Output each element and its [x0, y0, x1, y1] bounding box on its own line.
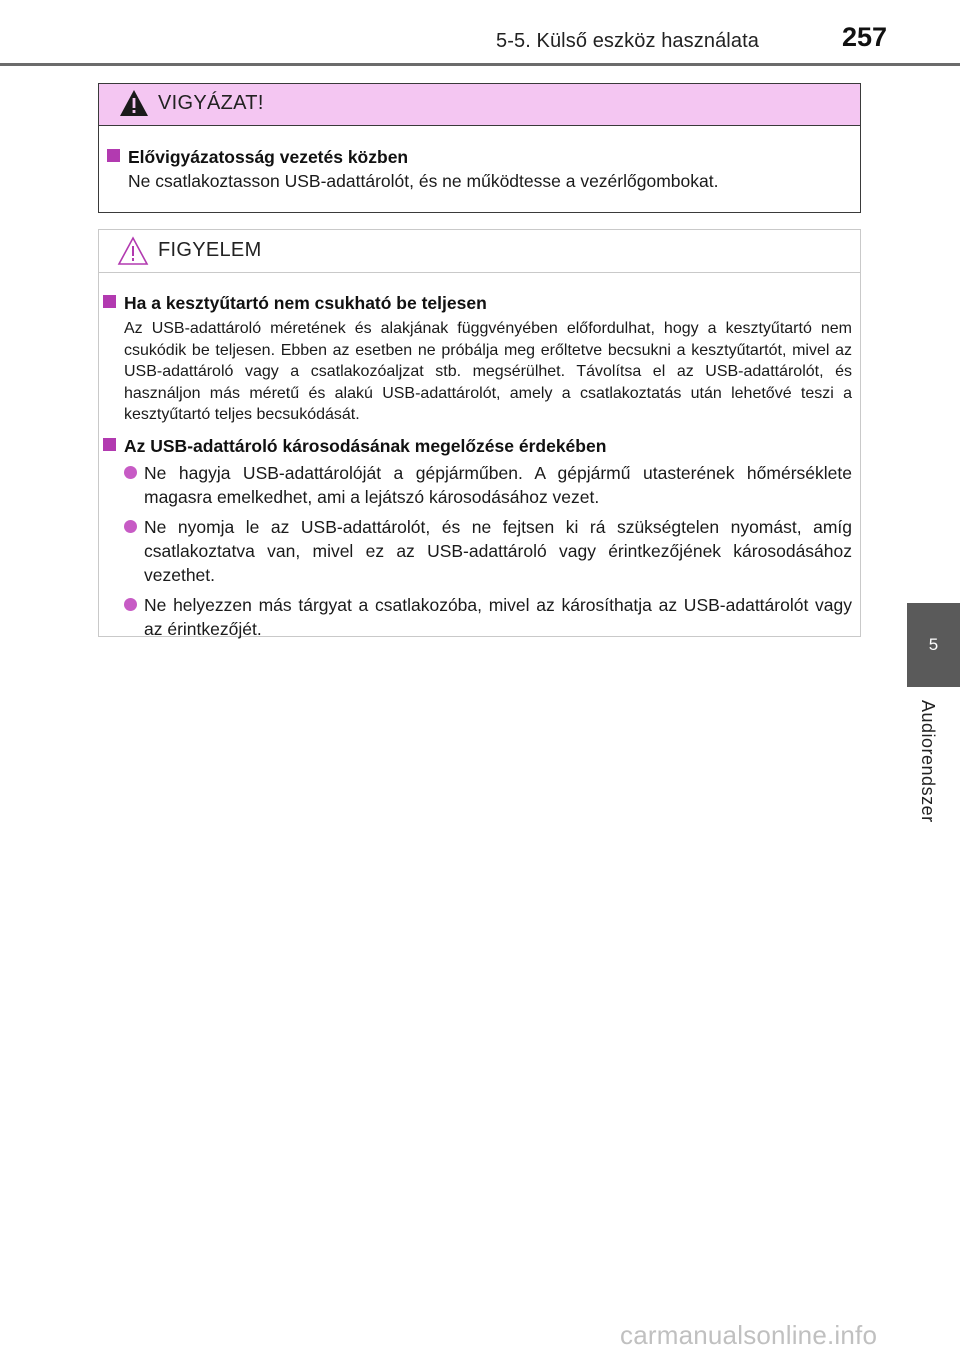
circle-bullet-icon: [124, 520, 137, 533]
notice-section1-heading-text: Ha a kesztyűtartó nem csukható be teljesen: [124, 293, 487, 313]
list-item-text: Ne nyomja le az USB-adattárolót, és ne fejtsen ki rá szükségtelen nyomást, amíg csatlakoztatva van, mivel ez az USB-adattároló vagy érintkezőjének károsodásához vezethet.: [144, 516, 852, 585]
caution-body: [99, 126, 860, 193]
square-bullet-icon: [103, 438, 116, 451]
list-item-text: Ne helyezzen más tárgyat a csatlakozóba, mivel az károsíthatja az USB-adattárolót vagy az érintkezőjét.: [144, 594, 852, 639]
caution-header: [99, 84, 860, 126]
caution-heading: [107, 145, 860, 169]
header-divider: [0, 63, 960, 66]
square-bullet-icon: [103, 295, 116, 308]
page-header: [0, 0, 960, 66]
circle-bullet-icon: [124, 466, 137, 479]
list-item-text: Ne hagyja USB-adattárolóját a gépjárműben. A gépjármű utasterének hőmérséklete magasra emelkedhet, ami a lejátszó károsodásához vezet.: [144, 462, 852, 507]
notice-triangle-icon: [117, 236, 149, 266]
notice-body: [99, 273, 860, 641]
caution-text: Ne csatlakoztasson USB-adattárolót, és ne működtesse a vezérlőgombokat.: [128, 171, 719, 191]
caution-title: VIGYÁZAT!: [158, 92, 264, 114]
chapter-number: 5: [928, 635, 939, 654]
notice-section1-text: Az USB-adattároló méretének és alakjának függvényében előfordulhat, hogy a kesztyűtartó nem csukódik be teljesen. Ebben az esetben ne próbálja meg erőltetve becsukni a kesztyűtartót, mivel az USB-adattároló vagy a csatlakozóaljzat stb. megsérülhet. Távolítsa el az USB-adattárolót, és használjon más méretű és alakú USB-adattárolót, amely a csatlakoztatás után lehetővé teszi a kesztyűtartó teljes becsukódását.: [124, 320, 852, 423]
notice-header: [99, 230, 860, 273]
chapter-tab: [907, 603, 960, 687]
caution-box: [98, 83, 861, 213]
chapter-label: Audiorendszer: [918, 700, 938, 823]
list-item: [103, 593, 852, 641]
warning-triangle-icon: [119, 89, 149, 117]
notice-box: [98, 229, 861, 637]
list-item: [103, 461, 852, 509]
circle-bullet-icon: [124, 598, 137, 611]
notice-section2-heading: [103, 434, 852, 458]
notice-title: FIGYELEM: [158, 239, 262, 261]
square-bullet-icon: [107, 149, 120, 162]
watermark: carmanualsonline.info: [620, 1320, 878, 1350]
notice-section1-heading: [103, 291, 852, 315]
caution-heading-text: Elővigyázatosság vezetés közben: [128, 147, 409, 167]
section-title: 5-5. Külső eszköz használata: [496, 30, 759, 52]
notice-section2-heading-text: Az USB-adattároló károsodásának megelőzése érdekében: [124, 435, 607, 456]
page-number: 257: [842, 22, 888, 52]
list-item: [103, 515, 852, 587]
